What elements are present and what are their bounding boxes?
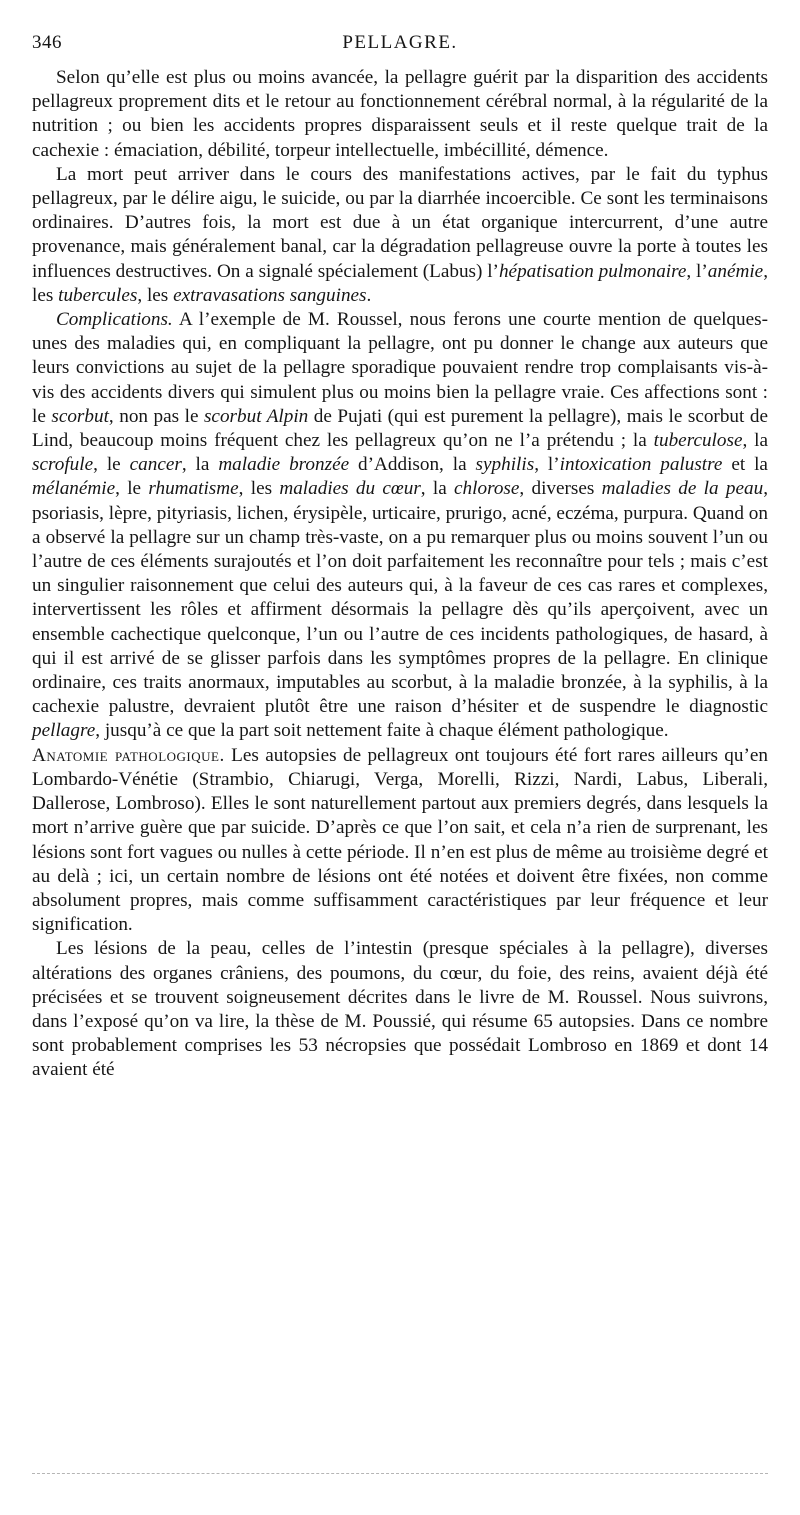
text-run: , la [742,430,768,452]
text-run: , psoriasis, lèpre, pityriasis, lichen, érysipèle, urticaire, prurigo, acné, eczéma, purpura. Quand on a observé la pellagre sur un champ très-vaste, on a pu remarquer plus ou moins souvent l’un ou l’autre de ces éléments surajoutés et l’on doit parfaitement les reconnaître pour tels ; mais c’est un singulier raisonnement que celui des auteurs qui, à la faveur de ces cas rares et complexes, intervertissent les rôles et affirment désormais la pellagre dès qu’ils aperçoivent, avec un ensemble cachectique quelconque, l’un ou l’autre de ces incidents pathologiques, de hasard, à qui il est arrivé de se glisser parfois dans les symptômes propres de la pellagre. En clinique ordinaire, ces traits anormaux, imputables au scorbut, à la maladie bronzée, à la syphilis, à la cachexie palustre, devraient plutôt être une raison d’hésiter et de suspendre le diagnostic [32,478,768,718]
text-run: . [366,284,372,306]
italic-term: hépatisation pulmonaire [498,260,687,282]
paragraph-death [32,163,768,308]
italic-term: maladies de la peau [601,478,764,500]
italic-term: intoxication palustre [559,454,723,476]
text-run: Les autopsies de pellagreux ont toujours été fort rares ailleurs qu’en Lombardo-Vénétie (Strambio, Chiarugi, Verga, Morelli, Rizzi, Nardi, Labus, Liberali, Dallerose, Lombroso). Elles le sont naturellement partout aux premiers degrés, dans lesquels la mort n’arrive guère que par suicide. D’après ce que l’on sait, et cela n’a rien de surprenant, les lésions sont fort vagues ou nulles à cette période. Il n’en est plus de même au troisième degré et au delà ; ici, un certain nombre de lésions ont été notées et doivent être fixées, non comme absolument propres, mais comme suffisamment caractéristiques par leur fréquence et leur signification. [32,744,768,936]
italic-term: syphilis [475,454,535,476]
text-run: , les [238,478,280,500]
document-page [32,0,768,1515]
italic-term: maladie bronzée [218,454,350,476]
section-heading-complications: Complications. [56,309,173,331]
text-run: , l’ [686,260,708,282]
text-run: , les [32,260,768,306]
section-heading-anatomie: Anatomie pathologique. [32,744,225,766]
italic-term: tuberculose [653,430,743,452]
italic-term: maladies du cœur [279,478,421,500]
paragraph-cure: Selon qu’elle est plus ou moins avancée, la pellagre guérit par la disparition des accidents pellagreux proprement dits et le retour au fonctionnement cérébral normal, à la régularité de la nutrition ; ou bien les accidents propres disparaissent seuls et il reste quelque trait de la cachexie : émaciation, débilité, torpeur intellectuelle, imbécillité, démence. [32,67,768,161]
page-number: 346 [32,32,62,53]
body-text [32,66,768,1083]
text-run: , diverses [519,478,602,500]
text-run: et la [722,454,768,476]
italic-term: scorbut Alpin [203,405,309,427]
text-run: , l’ [534,454,560,476]
text-run: , non pas le [108,405,204,427]
italic-term: mélanémie [32,478,116,500]
running-head [32,0,768,66]
text-run: , la [181,454,219,476]
paragraph-complications [32,308,768,744]
running-title: PELLAGRE. [342,32,458,53]
italic-term: cancer [129,454,182,476]
italic-term: extravasations sanguines [173,284,367,306]
italic-term: rhumatisme [148,478,239,500]
italic-term: chlorose [454,478,520,500]
footer-rule [32,1473,768,1474]
italic-term: scrofule [32,454,94,476]
text-run: de Pujati (qui est purement la pellagre), mais le scorbut de Lind, beaucoup moins fréquent chez les pellagreux qu’on ne l’a prétendu ; la [32,405,768,452]
text-run: A l’exemple de M. Roussel, nous ferons une courte mention de quelques-unes des maladies qui, en compliquant la pellagre, ont pu donner le change aux auteurs que leurs convictions au sujet de la pellagre sporadique pouvaient rendre trop complaisants vis-à-vis des accidents divers qui simulent plus ou moins bien la pellagre vraie. Ces affections sont : le [32,309,768,427]
paragraph-lesions: Les lésions de la peau, celles de l’intestin (presque spéciales à la pellagre), diverses altérations des organes crâniens, des poumons, du cœur, du foie, des reins, avaient déjà été précisées et se trouvent soigneusement décrites dans le livre de M. Roussel. Nous suivrons, dans l’exposé qu’on va lire, la thèse de M. Poussié, qui résume 65 autopsies. Dans ce nombre sont probablement comprises les 53 nécropsies que possédait Lombroso en 1869 et dont 14 avaient été [32,938,768,1081]
text-run: , le [115,478,149,500]
text-run: La mort peut arriver dans le cours des manifestations actives, par le fait du typhus pellagreux, par le délire aigu, le suicide, ou par la diarrhée incoercible. Ce sont les terminaisons ordinaires. D’autres fois, la mort est due à un état organique intercurrent, d’une autre provenance, mais généralement banal, car la dégradation pellagreuse ouvre la porte à toutes les influences destructives. On a signalé spécialement (Labus) l’ [32,163,768,282]
text-run: , la [420,478,455,500]
italic-term: scorbut [51,405,109,427]
text-run: d’Addison, la [349,454,476,476]
text-run: , le [93,454,130,476]
italic-term: anémie [707,260,764,282]
text-run: , jusqu’à ce que la part soit nettement faite à chaque élément pathologique. [95,720,669,742]
italic-term: tubercules [58,284,138,306]
paragraph-anatomy [32,744,768,938]
text-run: , les [137,284,174,306]
italic-term: pellagre [32,720,96,742]
